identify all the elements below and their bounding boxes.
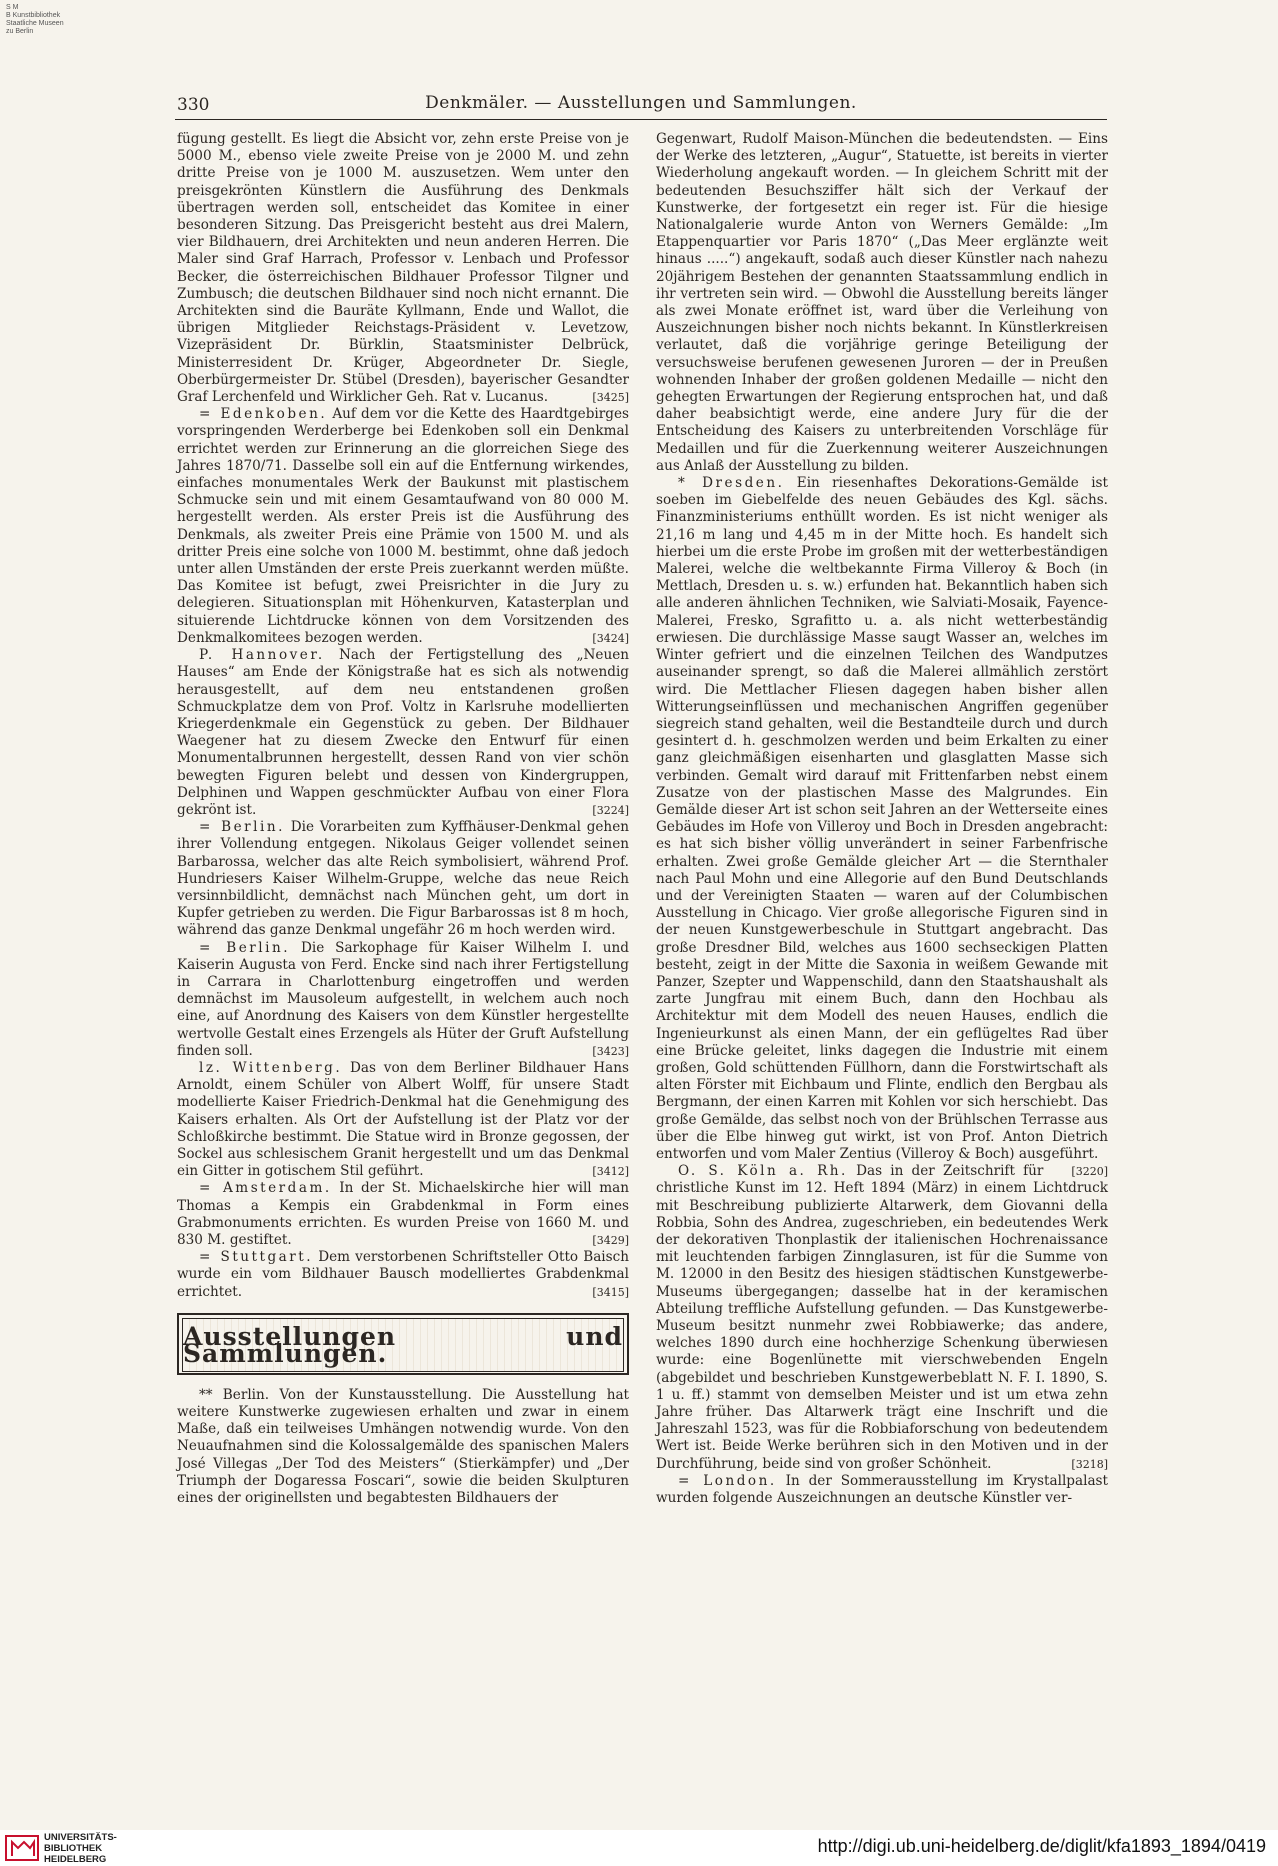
paragraph: Gegenwart, Rudolf Maison-München die bedeutendsten. — Eins der Werke des letzteren, „Augur“, Statuette, ist bereits in vierter Wiederholung angekauft worden. — In gleichem Schritt mit der bedeutenden Besuchsziffer hält sich der Verkauf der Kunstwerke, der fortgesetzt ein reger ist. Für die hiesige Nationalgalerie wurde Anton von Werners Gemälde: „Im Etappenquartier vor Paris 1870“ („Das Meer erglänzte weit hinaus .....“) angekauft, sodaß auch dieser Künstler nach nahezu 20jährigem Bestehen der genannten Staatssammlung endlich in ihr vertreten sein wird. — Obwohl die Ausstellung bereits länger als zwei Monate eröffnet ist, ward über die Verleihung von Auszeichnungen bisher noch nichts bekannt. In Künstlerkreisen verlautet, daß die vorjährige geringe Beteiligung der versuchsweise berufenen gewesenen Juroren — der in Preußen wohnenden Inhaber der großen goldenen Medaille — nicht den gehegten Erwartungen der Regierung entsprochen hat, und daß daher beabsichtigt werde, eine andere Jury für die der Entscheidung des Kaisers zu unterbreitenden Vorschläge für Medaillen und für die Zuerkennung weiterer Auszeichnungen aus Anlaß der Ausstellung zu bilden. xyxy=(656,131,1108,474)
paragraph: = Edenkoben. Auf dem vor die Kette des Haardtgebirges vorspringenden Werderberge bei Edenkoben soll ein Denkmal errichtet werden zur Erinnerung an die glorreichen Siege des Jahres 1870/71. Dasselbe soll ein auf die Entfernung wirkendes, einfaches monumentales Werk der Baukunst mit plastischem Schmucke sein und mit einem Gesamtaufwand von 80 000 M. hergestellt werden. Als erster Preis ist die Ausführung des Denkmals, als zweiter Preis eine Prämie von 1500 M. und als dritter Preis eine solche von 1000 M. bestimmt, ohne daß jedoch unter allen Umständen der erste Preis zuerkannt werden müßte. Das Komitee ist befugt, zwei Preisrichter in die Jury zu delegieren. Situationsplan mit Höhenkurven, Katasterplan und situierende Lichtdrucke können von dem Vorsitzenden des Denkmalkomitees bezogen werden. [3424] xyxy=(177,406,629,646)
paragraph: lz. Wittenberg. Das von dem Berliner Bildhauer Hans Arnoldt, einem Schüler von Albert Wolff, für unsere Stadt modellierte Kaiser Friedrich-Denkmal hat die Genehmigung des Kaisers erhalten. Als Ort der Aufstellung ist der Platz vor der Schloßkirche bestimmt. Die Statue wird in Bronze gegossen, der Sockel aus schlesischem Granit hergestellt und um das Denkmal ein Gitter in gotischem Stil geführt. [3412] xyxy=(177,1059,629,1180)
paragraph: * Dresden. Ein riesenhaftes Dekorations-Gemälde ist soeben im Giebelfelde des neuen Gebäudes des Kgl. sächs. Finanzministeriums enthüllt worden. Es ist nicht weniger als 21,16 m lang und 4,45 m in der Mitte hoch. Es handelt sich hierbei um die erste Probe im großen mit der wetterbeständigen Malerei, welche die weltbekannte Firma Villeroy & Boch (in Mettlach, Dresden u. s. w.) erfunden hat. Bekanntlich haben sich alle anderen ähnlichen Techniken, wie Salviati-Mosaik, Fayence-Malerei, Fresko, Sgrafitto u. a. als nicht wetterbeständig erwiesen. Die durchlässige Masse saugt Wasser an, welches im Winter gefriert und die einzelnen Teilchen des Wandputzes auseinander sprengt, so daß die Malerei allmählich zerstört wird. Die Mettlacher Fliesen dagegen haben bisher allen Witterungseinflüssen und mechanischen Angriffen gegenüber siegreich stand gehalten, weil die Bestandteile durch und durch gesintert d. h. geschmolzen werden und beim Erkalten zu einer ganz gleichmäßigen eisenharten und glasglatten Masse sich verbinden. Gemalt wird darauf mit Frittenfarben nebst einem Zusatze von der plastischen Masse des Malgrundes. Ein Gemälde dieser Art ist schon seit Jahren an der Wetterseite eines Gebäudes im Hofe von Villeroy und Boch in Dresden angebracht: es hat sich bisher völlig unverändert in seiner Farbenfrische erhalten. Zwei große Gemälde gleicher Art — die Sternthaler nach Paul Mohn und eine Allegorie auf den Bund Deutschlands und der Vereinigten Staaten — waren auf der Columbischen Ausstellung in Chicago. Vier große allegorische Figuren sind in der neuen Kunstgewerbeschule in Stuttgart angebracht. Das große Dresdner Bild, welches aus 1600 sechseckigen Platten besteht, zeigt in der Mitte die Saxonia in weißem Gewande mit Panzer, Szepter und Wappenschild, dann den Staatshaushalt als zarte Jungfrau mit einem Buch, dann den Hochbau als Architektur mit dem Modell des neuen Hauses, endlich die Ingenieurkunst als einen Mann, der ein geflügeltes Rad über eine Brücke geleitet, links dagegen die Industrie mit einem großen, Gold schüttenden Füllhorn, dann die Forstwirtschaft als alten Förster mit Eichbaum und Flinte, endlich den Bergbau als Bergmann, der einen Karren mit Kohlen vor sich herschiebt. Das große Gemälde, das selbst noch von der Brühlschen Terrasse aus über die Elbe hinweg gut wirkt, ist von Prof. Anton Dietrich entworfen und vom Maler Zentius (Villeroy & Boch) ausgeführt. [3220] xyxy=(656,475,1108,1163)
section-banner xyxy=(177,1313,629,1375)
paragraph: O. S. Köln a. Rh. Das in der Zeitschrift für christliche Kunst im 12. Heft 1894 (März) in einem Lichtdruck mit Beschreibung publizierte Altarwerk, dem Giovanni della Robbia, Sohn des Andrea, zugeschrieben, ein bedeutendes Werk der dekorativen Thonplastik der italienischen Hochrenaissance mit leuchtenden farbigen Zinnglasuren, ist für die Summe von M. 12000 in den Besitz des hiesigen städtischen Kunstgewerbe-Museums übergegangen; dasselbe hat in der keramischen Abteilung treffliche Aufstellung gefunden. — Das Kunstgewerbe-Museum besitzt nunmehr zwei Robbiawerke; das andere, welches 1890 durch eine hochherzige Schenkung überwiesen wurde: eine Bogenlünette mit vierschwebenden Engeln (abgebildet und beschrieben Kunstgewerbeblatt N. F. I. 1890, S. 1 u. ff.) stammt von demselben Meister und ist um etwa zehn Jahre früher. Das Altarwerk trägt eine Inschrift und die Jahreszahl 1523, was für die Robbiaforschung von bedeutendem Wert ist. Beide Werke berühren sich in den Motiven und in der Durchführung, beide sind von großer Schönheit. [3218] xyxy=(656,1163,1108,1472)
stamp-line: zu Berlin xyxy=(6,28,34,35)
reference-number: [3415] xyxy=(592,1285,629,1299)
place-name: = Stuttgart. xyxy=(199,1249,314,1266)
reference-number: [3424] xyxy=(592,631,629,645)
place-name: = London. xyxy=(678,1472,777,1489)
place-name: * Dresden. xyxy=(678,475,785,492)
paragraph: ** Berlin. Von der Kunstausstellung. Die Ausstellung hat weitere Kunstwerke zugewiesen erhalten und zwar in einem Maße, daß ein teilweises Umhängen notwendig wurde. Von den Neuaufnahmen sind die Kolossalgemälde des spanischen Malers José Villegas „Der Tod des Meisters“ (Stierkämpfer) und „Der Triumph der Dogaressa Foscari“, sowie die beiden Skulpturen eines der originellsten und begabtesten Bildhauers der xyxy=(177,1386,630,1507)
permalink-url[interactable]: http://digi.ub.uni-heidelberg.de/diglit/kfa1893_1894/0419 xyxy=(817,1836,1266,1856)
place-name: = Berlin. xyxy=(199,819,285,836)
reference-number: [3224] xyxy=(592,803,629,817)
place-name: O. S. Köln a. Rh. xyxy=(678,1163,848,1180)
stamp-line: B Kunstbibliothek xyxy=(6,12,61,19)
library-stamp xyxy=(6,4,106,36)
section-title: Ausstellungen und Sammlungen. xyxy=(182,1318,624,1372)
paragraph: = London. In der Sommerausstellung im Krystallpalast wurden folgende Auszeichnungen an deutsche Künstler ver- xyxy=(656,1472,1108,1507)
place-name: ** Berlin. xyxy=(199,1386,270,1403)
paragraph: fügung gestellt. Es liegt die Absicht vor, zehn erste Preise von je 5000 M., ebenso viele zweite Preise von je 2000 M. und zehn dritte Preise von je 1000 M. auszusetzen. Wem unter den preisgekrönten Künstlern die Ausführung des Denkmals übertragen werden soll, entscheidet das Komitee in einer besonderen Sitzung. Das Preisgericht besteht aus drei Malern, vier Bildhauern, drei Architekten und neun anderen Herren. Die Maler sind Graf Harrach, Professor v. Lenbach und Professor Becker, die österreichischen Bildhauer Professor Tilgner und Zumbusch; die deutschen Bildhauer sind noch nicht ernannt. Die Architekten sind die Bauräte Kyllmann, Ende und Wallot, die übrigen Mitglieder Reichstags-Präsident v. Levetzow, Vizepräsident Dr. Bürklin, Staatsminister Delbrück, Ministerresident Dr. Krüger, Abgeordneter Dr. Siegle, Oberbürgermeister Dr. Stübel (Dresden), bayerischer Gesandter Graf Lerchenfeld und Wirklicher Geh. Rat v. Lucanus. [3425] xyxy=(177,131,629,406)
paragraph: = Berlin. Die Sarkophage für Kaiser Wilhelm I. und Kaiserin Augusta von Ferd. Encke sind nach ihrer Fertigstellung in Carrara in Charlottenburg eingetroffen und werden demnächst im Mausoleum aufgestellt, in welchem auch noch eine, auf Anordnung des Kaisers von dem Künstler hergestellte wertvolle Gestalt eines Erzengels als Hüter der Gruft Aufstellung finden soll. [3423] xyxy=(177,939,629,1059)
page-header xyxy=(175,91,1107,120)
paragraph: = Stuttgart. Dem verstorbenen Schriftsteller Otto Baisch wurde ein vom Bildhauer Bausch modelliertes Grabdenkmal errichtet. [3415] xyxy=(177,1249,630,1300)
reference-number: [3425] xyxy=(592,391,629,405)
reference-number: [3423] xyxy=(592,1044,629,1058)
reference-number: [3412] xyxy=(592,1165,629,1179)
place-name: = Berlin. xyxy=(199,939,291,956)
reference-number: [3218] xyxy=(1071,1457,1108,1471)
place-name: P. Hannover. xyxy=(199,647,325,664)
university-logo-icon xyxy=(4,1834,40,1862)
stamp-line: S M xyxy=(6,4,19,11)
right-column xyxy=(656,131,1108,1507)
running-head: Denkmäler. — Ausstellungen und Sammlungen. xyxy=(425,93,857,113)
institution-name: UNIVERSITÄTS- BIBLIOTHEK HEIDELBERG xyxy=(44,1832,117,1865)
place-name: lz. Wittenberg. xyxy=(199,1059,343,1076)
place-name: = Edenkoben. xyxy=(199,406,328,423)
reference-number: [3220] xyxy=(1071,1165,1108,1179)
paragraph: = Amsterdam. In der St. Michaelskirche hier will man Thomas a Kempis ein Grabdenkmal in Form eines Grabmonuments errichten. Es wurden Preise von 1660 M. und 830 M. gestiftet. [3429] xyxy=(177,1180,629,1248)
reference-number: [3429] xyxy=(592,1234,629,1247)
left-column xyxy=(177,131,629,1507)
paragraph: P. Hannover. Nach der Fertigstellung des „Neuen Hauses“ am Ende der Königstraße hat es sich als notwendig herausgestellt, auf dem neu entstandenen großen Schmuckplatze dem von Prof. Voltz in Karlsruhe modellierten Kriegerdenkmale ein Gegenstück zu geben. Der Bildhauer Waegener hat zu diesem Zwecke den Entwurf für einen Monumentalbrunnen hergestellt, dessen Rand von vier schön bewegten Figuren belebt und dessen von Kindergruppen, Delphinen und Wappen geschmückter Aufbau von einer Flora gekrönt ist. [3224] xyxy=(177,647,629,818)
page-number: 330 xyxy=(177,95,210,115)
paragraph: = Berlin. Die Vorarbeiten zum Kyffhäuser-Denkmal gehen ihrer Vollendung entgegen. Nikolaus Geiger vollendet seinen Barbarossa, welcher das alte Reich symbolisiert, während Prof. Hundriesers Kaiser Wilhelm-Gruppe, welche das neue Reich versinnbildlicht, demnächst nach München geht, um dort in Kupfer getrieben zu werden. Die Figur Barbarossas ist 8 m hoch, während das ganze Denkmal ungefähr 26 m hoch werden wird. xyxy=(177,819,629,939)
place-name: = Amsterdam. xyxy=(199,1180,332,1197)
stamp-line: Staatliche Museen xyxy=(6,20,64,27)
